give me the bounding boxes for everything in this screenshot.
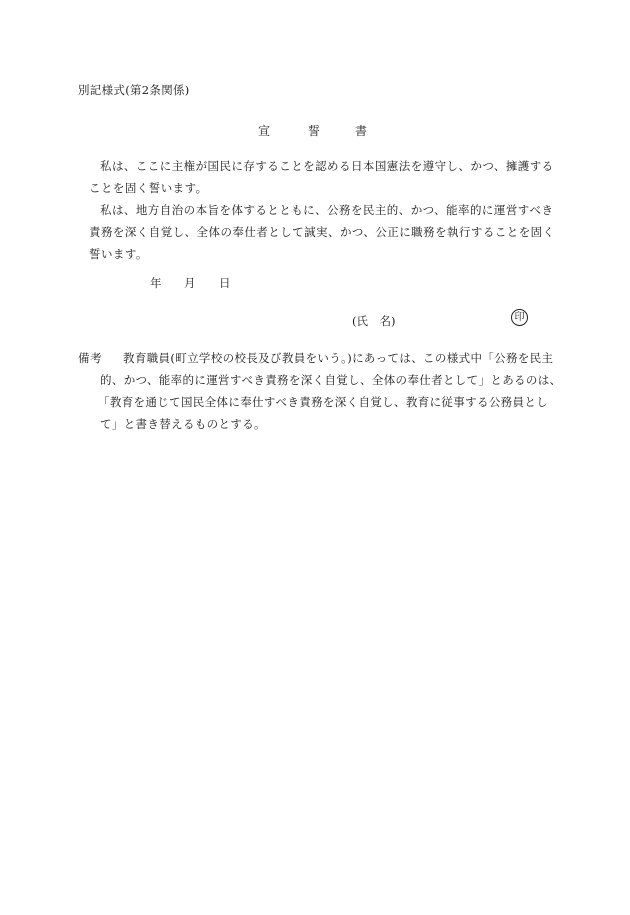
remark-line4: て」と書き替えるものとする。: [100, 417, 266, 431]
title-char-1: 宣: [258, 124, 271, 138]
form-label: 別記様式(第2条関係): [78, 83, 190, 97]
remark-line1: 教育職員(町立学校の校長及び教員をいう。)にあっては、この様式中「公務を民主: [123, 351, 554, 365]
oath-p2-line2: 責務を深く自覚し、全体の奉仕者として誠実、かつ、公正に職務を執行することを固く: [89, 225, 555, 239]
oath-p2-line1: 私は、地方自治の本旨を体するとともに、公務を民主的、かつ、能率的に運営すべき: [100, 203, 554, 217]
title-char-2: 誓: [308, 124, 321, 138]
remark-line2: 的、かつ、能率的に運営すべき責務を深く自覚し、全体の奉仕者として」とあるのは、: [100, 373, 562, 387]
oath-p2-line3: 誓います。: [89, 247, 148, 261]
document-title: [258, 122, 368, 139]
name-label: (氏 名): [352, 314, 396, 328]
oath-p1-line2: ことを固く誓います。: [89, 181, 208, 195]
title-char-3: 書: [355, 124, 368, 138]
date-year: 年: [150, 276, 162, 290]
seal-mark: 印: [511, 309, 528, 326]
date-day: 日: [219, 276, 231, 290]
oath-p1-line1: 私は、ここに主権が国民に存することを認める日本国憲法を遵守し、かつ、擁護する: [100, 159, 554, 173]
remark-line3: 「教育を通じて国民全体に奉仕すべき責務を深く自覚し、教育に従事する公務員とし: [98, 395, 549, 409]
remark-heading: 備考: [78, 351, 103, 365]
date-month: 月: [184, 276, 196, 290]
